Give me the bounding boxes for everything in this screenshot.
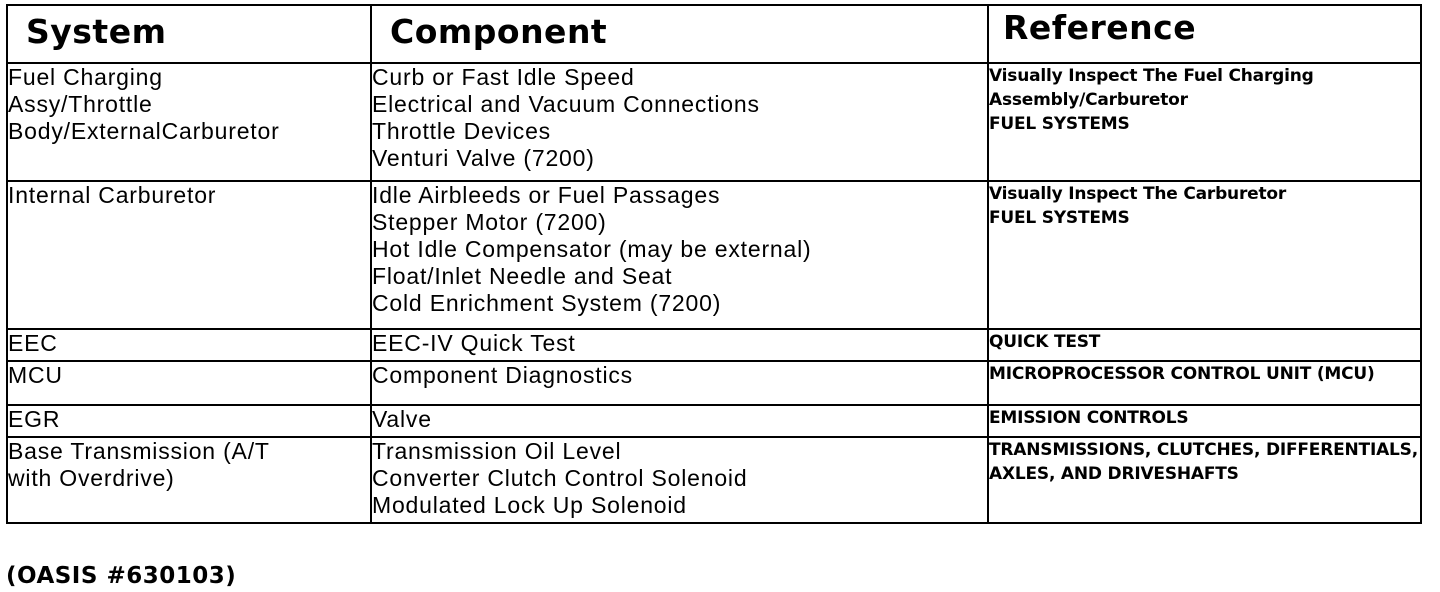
footnote: (OASIS #630103): [6, 563, 237, 589]
component-line: Cold Enrichment System (7200): [372, 290, 722, 316]
system-line: Internal Carburetor: [8, 182, 217, 208]
system-cell: [7, 405, 371, 437]
component-line: Converter Clutch Control Solenoid: [372, 465, 748, 491]
component-line: Transmission Oil Level: [372, 438, 622, 464]
system-line: Assy/Throttle: [8, 91, 153, 117]
system-cell: [7, 63, 371, 181]
system-line: Fuel Charging: [8, 64, 163, 90]
component-line: EEC-IV Quick Test: [372, 330, 576, 356]
component-line: Valve: [372, 406, 432, 432]
system-cell: [7, 361, 371, 405]
system-line: EEC: [8, 330, 58, 356]
reference-line: FUEL SYSTEMS: [989, 208, 1130, 228]
system-line: EGR: [8, 406, 61, 432]
table-row: [7, 181, 1421, 329]
component-line: Component Diagnostics: [372, 362, 633, 388]
component-line: Modulated Lock Up Solenoid: [372, 492, 687, 518]
component-line: Idle Airbleeds or Fuel Passages: [372, 182, 721, 208]
reference-line: Visually Inspect The Fuel Charging Assembly/Carburetor: [989, 66, 1314, 110]
component-line: Curb or Fast Idle Speed: [372, 64, 635, 90]
component-line: Venturi Valve (7200): [372, 145, 595, 171]
reference-line: FUEL SYSTEMS: [989, 114, 1130, 134]
reference-cell: [988, 329, 1421, 361]
component-line: Hot Idle Compensator (may be external): [372, 236, 812, 262]
reference-cell: [988, 361, 1421, 405]
system-line: Base Transmission (A/T: [8, 438, 270, 464]
system-cell: [7, 181, 371, 329]
table-row: [7, 437, 1421, 523]
header-row: [7, 5, 1421, 63]
reference-line: QUICK TEST: [989, 332, 1101, 352]
reference-line: Visually Inspect The Carburetor: [989, 184, 1287, 204]
component-line: Stepper Motor (7200): [372, 209, 607, 235]
header-reference: Reference: [988, 5, 1421, 63]
component-line: Float/Inlet Needle and Seat: [372, 263, 673, 289]
system-line: Body/ExternalCarburetor: [8, 118, 280, 144]
table-row: [7, 329, 1421, 361]
diagnostic-table: [6, 4, 1422, 524]
component-cell: [371, 437, 988, 523]
header-system: System: [7, 5, 371, 63]
component-cell: [371, 405, 988, 437]
reference-line: EMISSION CONTROLS: [989, 408, 1189, 428]
component-cell: [371, 181, 988, 329]
component-cell: [371, 63, 988, 181]
reference-cell: [988, 405, 1421, 437]
system-cell: [7, 437, 371, 523]
system-line: MCU: [8, 362, 63, 388]
system-line: with Overdrive): [8, 465, 175, 491]
reference-cell: [988, 181, 1421, 329]
table-row: [7, 405, 1421, 437]
header-component: Component: [371, 5, 988, 63]
system-cell: [7, 329, 371, 361]
component-line: Throttle Devices: [372, 118, 551, 144]
component-cell: [371, 329, 988, 361]
reference-cell: [988, 63, 1421, 181]
reference-line: MICROPROCESSOR CONTROL UNIT (MCU): [989, 364, 1375, 384]
component-line: Electrical and Vacuum Connections: [372, 91, 760, 117]
table-row: [7, 63, 1421, 181]
component-cell: [371, 361, 988, 405]
reference-line: TRANSMISSIONS, CLUTCHES, DIFFERENTIALS, AXLES, AND DRIVESHAFTS: [989, 440, 1418, 484]
reference-cell: [988, 437, 1421, 523]
table-row: [7, 361, 1421, 405]
